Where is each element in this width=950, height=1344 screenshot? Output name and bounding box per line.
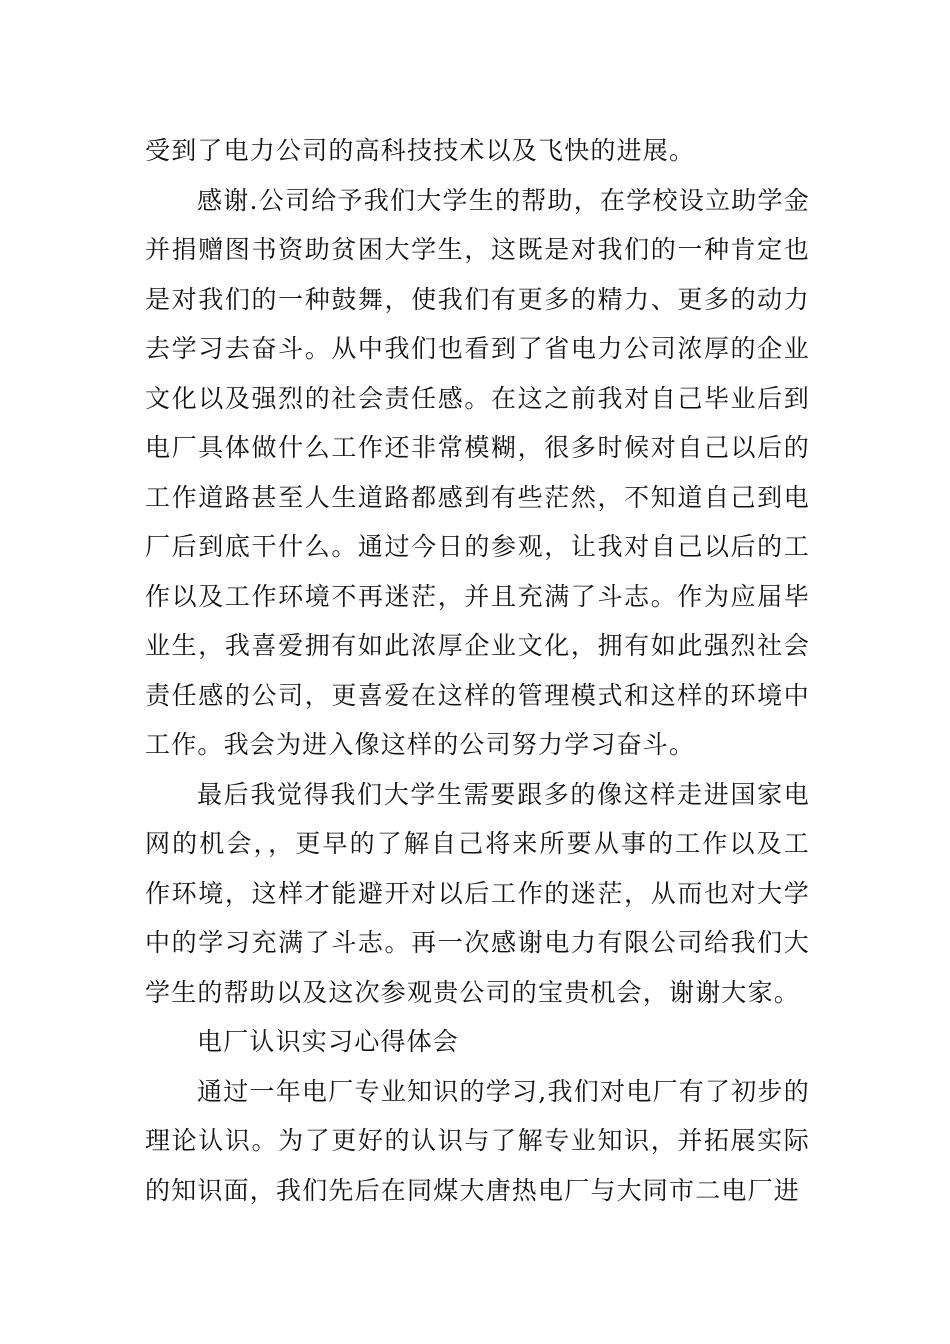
document-body [145, 126, 810, 1215]
paragraph-4: 通过一年电厂专业知识的学习,我们对电厂有了初步的理论认识。为了更好的认识与了解专业知识，并拓展实际的知识面，我们先后在同煤大唐热电厂与大同市二电厂进 [145, 1076, 810, 1205]
paragraph-1: 受到了电力公司的高科技技术以及飞快的进展。 [145, 136, 696, 165]
paragraph-3: 最后我觉得我们大学生需要跟多的像这样走进国家电网的机会，，更早的了解自己将来所要从事的工作以及工作环境，这样才能避开对以后工作的迷茫，从而也对大学中的学习充满了斗志。再一次感谢电力有限公司给我们大学生的帮助以及这次参观贵公司的宝贵机会，谢谢大家。 [145, 779, 810, 1007]
section-heading: 电厂认识实习心得体会 [197, 1027, 460, 1056]
paragraph-2: 感谢.公司给予我们大学生的帮助，在学校设立助学金并捐赠图书资助贫困大学生，这既是对我们的一种肯定也是对我们的一种鼓舞，使我们有更多的精力、更多的动力去学习去奋斗。从中我们也看到了省电力公司浓厚的企业文化以及强烈的社会责任感。在这之前我对自己毕业后到电厂具体做什么工作还非常模糊，很多时候对自己以后的工作道路甚至人生道路都感到有些茫然，不知道自己到电厂后到底干什么。通过今日的参观，让我对自己以后的工作以及工作环境不再迷茫，并且充满了斗志。作为应届毕业生，我喜爱拥有如此浓厚企业文化，拥有如此强烈社会责任感的公司，更喜爱在这样的管理模式和这样的环境中工作。我会为进入像这样的公司努力学习奋斗。 [145, 185, 810, 759]
